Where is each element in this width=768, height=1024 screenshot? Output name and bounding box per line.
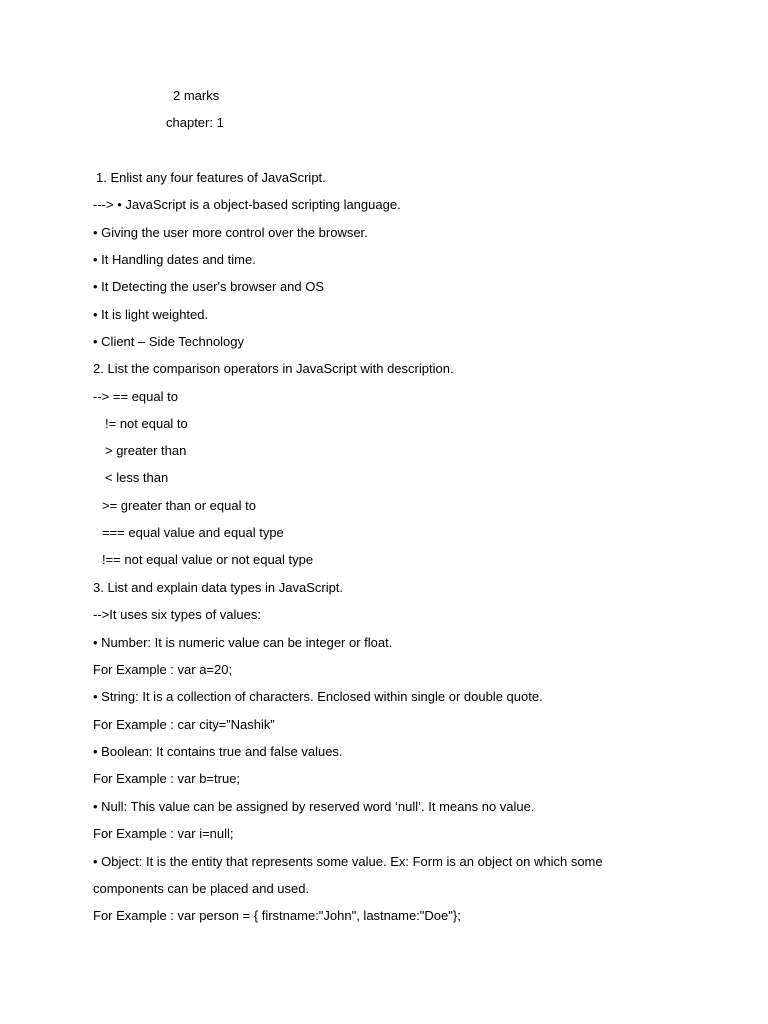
answer-1-line: • Giving the user more control over the browser. bbox=[93, 225, 368, 240]
question-1: 1. Enlist any four features of JavaScript. bbox=[96, 170, 326, 185]
answer-2-line: < less than bbox=[105, 470, 169, 485]
answer-3-line: For Example : var b=true; bbox=[93, 771, 241, 786]
question-2: 2. List the comparison operators in JavaScript with description. bbox=[93, 361, 454, 376]
answer-3-line: For Example : car city=”Nashik” bbox=[93, 717, 275, 732]
answer-3-line: • Number: It is numeric value can be integer or float. bbox=[93, 635, 393, 650]
answer-1-line: • It is light weighted. bbox=[93, 307, 209, 322]
answer-2-line: > greater than bbox=[105, 443, 187, 458]
answer-2-line: === equal value and equal type bbox=[102, 525, 284, 540]
answer-3-line: For Example : var i=null; bbox=[93, 826, 234, 841]
answer-2-line: --> == equal to bbox=[93, 389, 178, 404]
answer-3-line: components can be placed and used. bbox=[93, 881, 310, 896]
answer-2-line: !== not equal value or not equal type bbox=[102, 552, 314, 567]
answer-2-line: >= greater than or equal to bbox=[102, 498, 256, 513]
answer-1-line: • Client – Side Technology bbox=[93, 334, 245, 349]
answer-3-line: • Object: It is the entity that represents some value. Ex: Form is an object on which some bbox=[93, 854, 603, 869]
answer-2-line: != not equal to bbox=[105, 416, 188, 431]
marks-heading: 2 marks bbox=[173, 88, 220, 103]
answer-3-line: For Example : var person = { firstname:"John", lastname:"Doe"}; bbox=[93, 908, 461, 923]
answer-3-line: For Example : var a=20; bbox=[93, 662, 233, 677]
answer-3-line: • String: It is a collection of characters. Enclosed within single or double quote. bbox=[93, 689, 543, 704]
answer-1-line: • It Detecting the user's browser and OS bbox=[93, 279, 325, 294]
answer-3-line: • Null: This value can be assigned by reserved word ‘null’. It means no value. bbox=[93, 799, 535, 814]
answer-3-line: • Boolean: It contains true and false values. bbox=[93, 744, 343, 759]
answer-1-line: • It Handling dates and time. bbox=[93, 252, 256, 267]
answer-1-line: ---> • JavaScript is a object-based scripting language. bbox=[93, 197, 401, 212]
answer-3-line: -->It uses six types of values: bbox=[93, 607, 261, 622]
chapter-heading: chapter: 1 bbox=[166, 115, 224, 130]
question-3: 3. List and explain data types in JavaScript. bbox=[93, 580, 344, 595]
